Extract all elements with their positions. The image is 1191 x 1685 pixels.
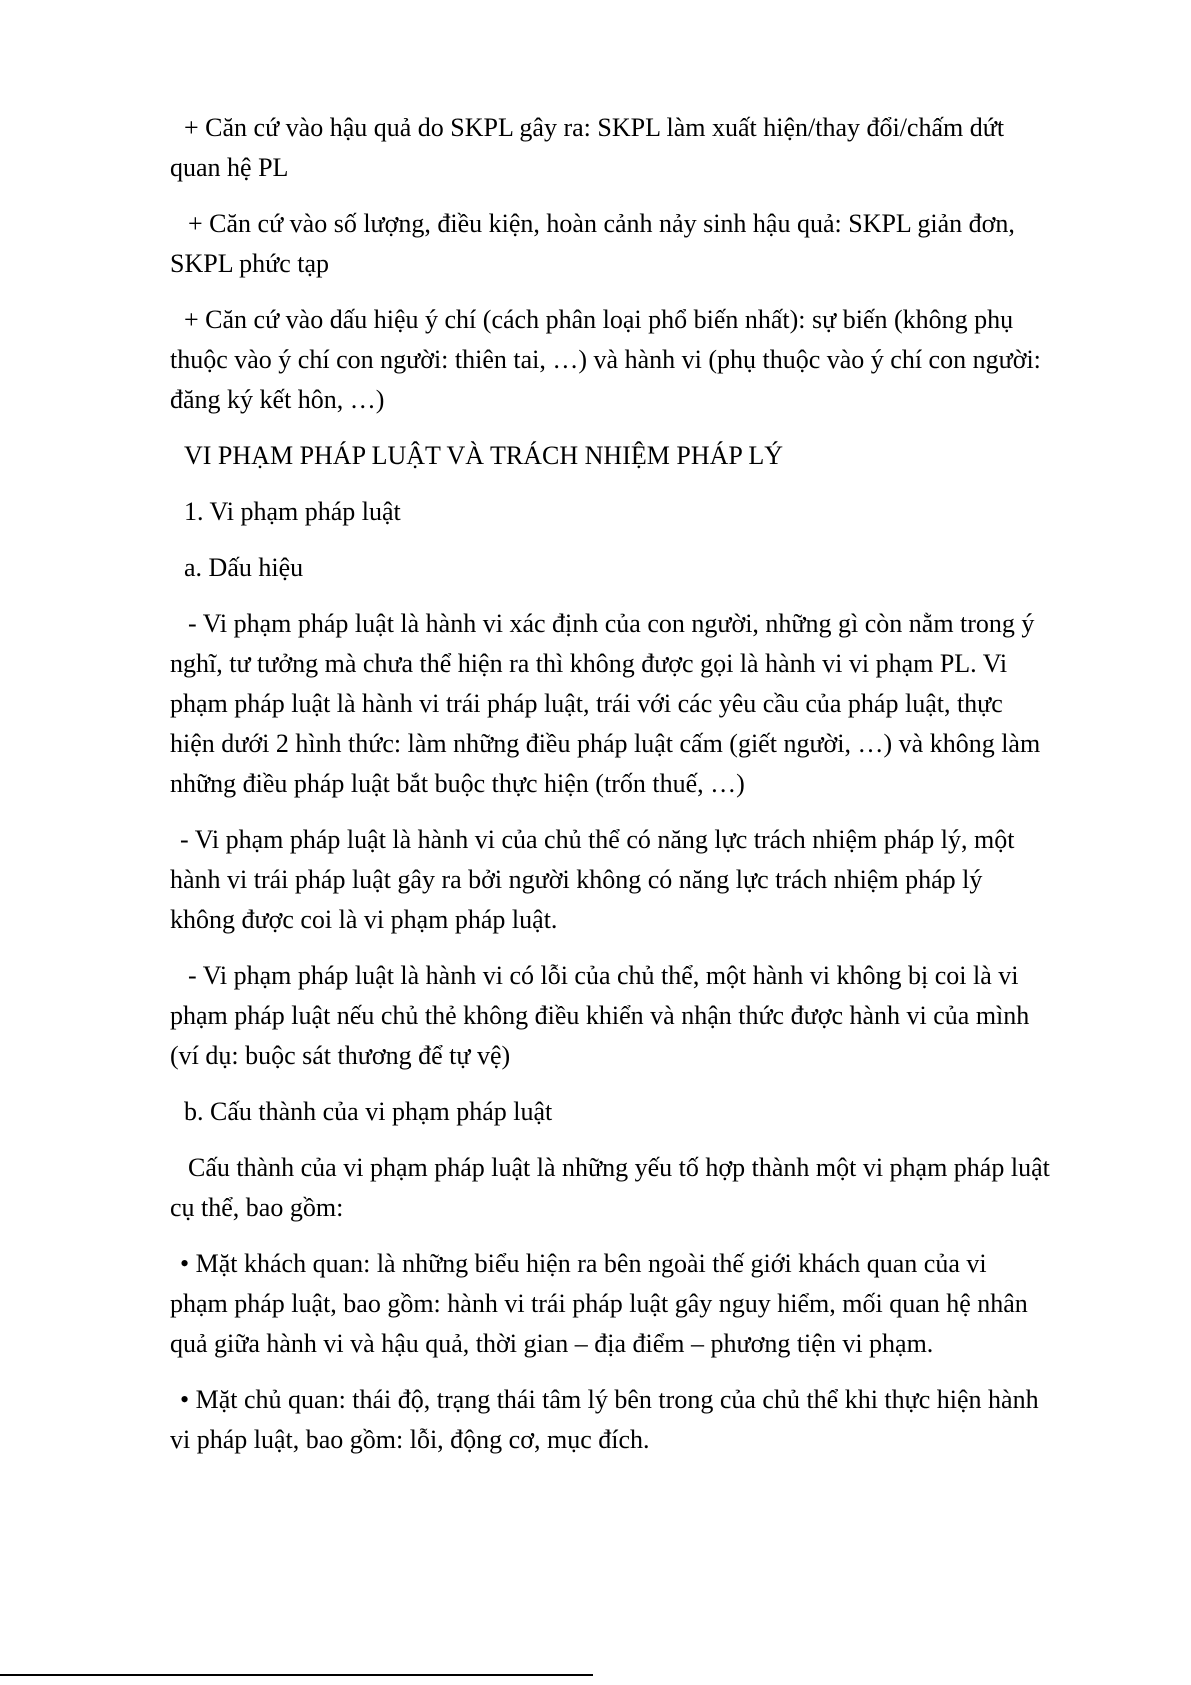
footer-rule (0, 1674, 593, 1676)
bullet-objective-aspect: • Mặt khách quan: là những biểu hiện ra bên ngoài thế giới khách quan của vi phạm pháp luật, bao gồm: hành vi trái pháp luật gây nguy hiểm, mối quan hệ nhân quả giữa hành vi và hậu quả, thời gian – địa điểm – phương tiện vi phạm. (170, 1249, 1028, 1358)
paragraph-will-basis: + Căn cứ vào dấu hiệu ý chí (cách phân loại phổ biến nhất): sự biến (không phụ thuộc vào ý chí con người: thiên tai, …) và hành vi (phụ thuộc vào ý chí con người: đăng ký kết hôn, …) (170, 305, 1041, 414)
paragraph-quantity-basis: + Căn cứ vào số lượng, điều kiện, hoàn cảnh nảy sinh hậu quả: SKPL giản đơn, SKPL phức tạp (170, 209, 1015, 278)
subsection-heading-a: a. Dấu hiệu (184, 553, 304, 582)
paragraph-sign-2: - Vi phạm pháp luật là hành vi của chủ thể có năng lực trách nhiệm pháp lý, một hành vi trái pháp luật gây ra bởi người không có năng lực trách nhiệm pháp lý không được coi là vi phạm pháp luật. (170, 825, 1015, 934)
paragraph-sign-3: - Vi phạm pháp luật là hành vi có lỗi của chủ thể, một hành vi không bị coi là vi phạm pháp luật nếu chủ thẻ không điều khiển và nhận thức được hành vi của mình (ví dụ: buộc sát thương để tự vệ) (170, 961, 1030, 1070)
document-page (170, 108, 1050, 1476)
subsection-heading-b: b. Cấu thành của vi phạm pháp luật (184, 1097, 553, 1126)
paragraph-consequence-basis: + Căn cứ vào hậu quả do SKPL gây ra: SKPL làm xuất hiện/thay đổi/chấm dứt quan hệ PL (170, 113, 1005, 182)
bullet-subjective-aspect: • Mặt chủ quan: thái độ, trạng thái tâm lý bên trong của chủ thể khi thực hiện hành vi pháp luật, bao gồm: lỗi, động cơ, mục đích. (170, 1385, 1039, 1454)
section-heading: VI PHẠM PHÁP LUẬT VÀ TRÁCH NHIỆM PHÁP LÝ (184, 441, 784, 470)
paragraph-sign-1: - Vi phạm pháp luật là hành vi xác định của con người, những gì còn nằm trong ý nghĩ, tư tưởng mà chưa thể hiện ra thì không được gọi là hành vi vi phạm PL. Vi phạm pháp luật là hành vi trái pháp luật, trái với các yêu cầu của pháp luật, thực hiện dưới 2 hình thức: làm những điều pháp luật cấm (giết người, …) và không làm những điều pháp luật bắt buộc thực hiện (trốn thuế, …) (170, 609, 1041, 798)
paragraph-composition-intro: Cấu thành của vi phạm pháp luật là những yếu tố hợp thành một vi phạm pháp luật cụ thể, bao gồm: (170, 1153, 1050, 1222)
subsection-heading-1: 1. Vi phạm pháp luật (184, 497, 401, 526)
